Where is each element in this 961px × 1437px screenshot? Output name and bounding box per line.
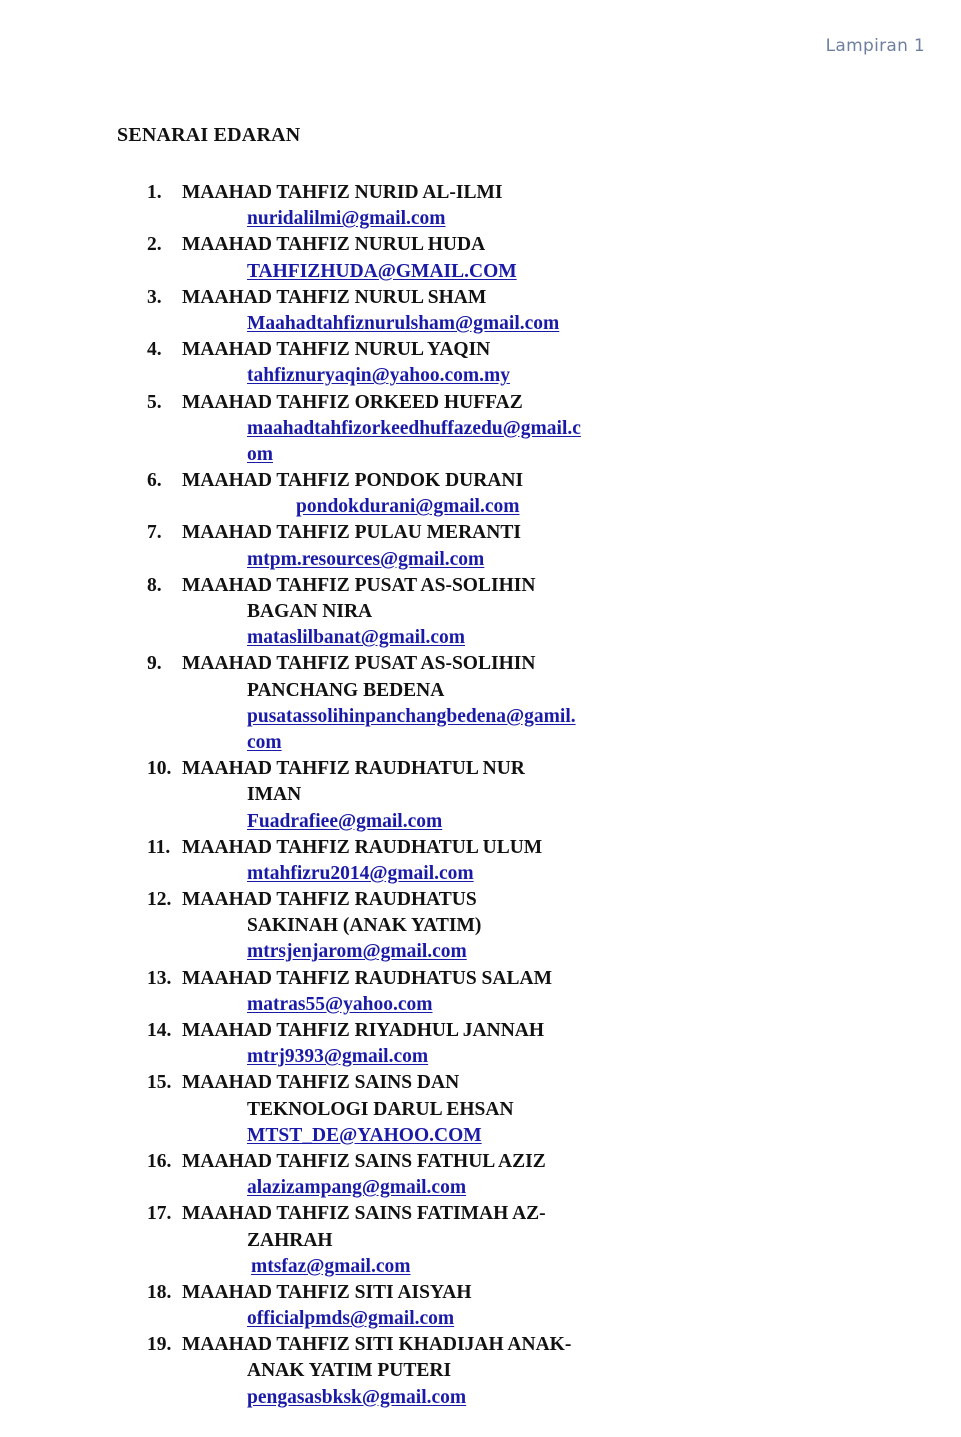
list-item-line (0, 1332, 961, 1358)
email-link[interactable]: TAHFIZHUDA@GMAIL.COM (247, 260, 517, 282)
list-item (0, 887, 961, 966)
institution-name: IMAN (247, 784, 302, 806)
institution-name: MAAHAD TAHFIZ RAUDHATUS (182, 889, 477, 911)
email-link[interactable]: nuridalilmi@gmail.com (247, 208, 446, 230)
list-item-line (0, 835, 961, 861)
item-number: 3. (147, 286, 162, 308)
email-line (0, 311, 961, 337)
attachment-label: Lampiran 1 (825, 36, 925, 56)
email-link[interactable]: mtahfizru2014@gmail.com (247, 862, 474, 884)
list-item-line (0, 1201, 961, 1227)
email-link[interactable]: matras55@yahoo.com (247, 993, 433, 1015)
institution-name: MAAHAD TAHFIZ NURUL SHAM (182, 286, 487, 308)
institution-name: MAAHAD TAHFIZ PUSAT AS-SOLIHIN (182, 653, 536, 675)
email-line (0, 442, 961, 468)
item-number: 19. (147, 1334, 172, 1356)
institution-name: ANAK YATIM PUTERI (247, 1360, 452, 1382)
item-number: 11. (147, 836, 171, 858)
email-line (0, 1254, 961, 1280)
institution-name: SAKINAH (ANAK YATIM) (247, 915, 482, 937)
institution-name: MAAHAD TAHFIZ NURUL YAQIN (182, 339, 491, 361)
email-link[interactable]: MTST_DE@YAHOO.COM (247, 1124, 482, 1146)
institution-name: MAAHAD TAHFIZ SITI KHADIJAH ANAK- (182, 1334, 572, 1356)
list-item (0, 1280, 961, 1332)
email-line (0, 992, 961, 1018)
list-item-line (0, 678, 961, 704)
list-item (0, 390, 961, 469)
list-item (0, 180, 961, 232)
item-number: 14. (147, 1020, 172, 1041)
email-line (0, 809, 961, 835)
institution-name: MAAHAD TAHFIZ RAUDHATUL NUR (182, 758, 525, 780)
item-number: 10. (147, 758, 172, 780)
list-item (0, 756, 961, 835)
list-item (0, 835, 961, 887)
email-link[interactable]: alazizampang@gmail.com (247, 1177, 467, 1199)
email-link[interactable]: com (247, 731, 282, 753)
email-link[interactable]: pengasasbksk@gmail.com (247, 1386, 467, 1408)
list-item-line (0, 1280, 961, 1306)
institution-name: MAAHAD TAHFIZ NURID AL-ILMI (182, 182, 503, 203)
email-line (0, 259, 961, 285)
email-link[interactable]: mtpm.resources@gmail.com (247, 548, 485, 570)
institution-name: MAAHAD TAHFIZ SITI AISYAH (182, 1281, 472, 1303)
email-line (0, 1123, 961, 1149)
email-line (0, 730, 961, 756)
list-item-line (0, 180, 961, 206)
list-item-line (0, 1358, 961, 1384)
item-number: 17. (147, 1203, 172, 1225)
item-number: 5. (147, 391, 162, 413)
email-link[interactable]: om (247, 443, 273, 465)
email-line (0, 206, 961, 232)
institution-name: PANCHANG BEDENA (247, 679, 445, 701)
document-title: SENARAI EDARAN (117, 124, 301, 146)
item-number: 15. (147, 1072, 172, 1094)
institution-name: MAAHAD TAHFIZ RIYADHUL JANNAH (182, 1020, 545, 1041)
email-line (0, 939, 961, 965)
email-link[interactable]: tahfiznuryaqin@yahoo.com.my (247, 365, 510, 387)
email-link[interactable]: mtrsjenjarom@gmail.com (247, 941, 467, 963)
list-item (0, 337, 961, 389)
institution-name: MAAHAD TAHFIZ SAINS FATIMAH AZ- (182, 1203, 546, 1225)
list-item-line (0, 573, 961, 599)
distribution-list (0, 180, 961, 1411)
institution-name: MAAHAD TAHFIZ PONDOK DURANI (182, 470, 524, 492)
email-link[interactable]: pusatassolihinpanchangbedena@gamil. (247, 705, 576, 727)
list-item-line (0, 782, 961, 808)
email-link[interactable]: officialpmds@gmail.com (247, 1308, 455, 1330)
email-line (0, 1175, 961, 1201)
item-number: 18. (147, 1281, 172, 1303)
item-number: 9. (147, 653, 162, 675)
list-item-line (0, 913, 961, 939)
list-item (0, 520, 961, 572)
list-item (0, 1018, 961, 1070)
item-number: 1. (147, 182, 162, 203)
list-item (0, 1149, 961, 1201)
email-line (0, 1306, 961, 1332)
list-item-line (0, 285, 961, 311)
item-number: 6. (147, 470, 162, 492)
list-item-line (0, 1097, 961, 1123)
institution-name: MAAHAD TAHFIZ PULAU MERANTI (182, 522, 521, 544)
list-item-line (0, 756, 961, 782)
email-link[interactable]: mtrj9393@gmail.com (247, 1046, 429, 1068)
email-line (0, 861, 961, 887)
list-item-line (0, 966, 961, 992)
email-link[interactable]: Fuadrafiee@gmail.com (247, 810, 443, 832)
list-item-line (0, 520, 961, 546)
list-item-line (0, 1149, 961, 1175)
email-link[interactable]: mtsfaz@gmail.com (251, 1255, 411, 1277)
list-item (0, 285, 961, 337)
item-number: 12. (147, 889, 172, 911)
list-item (0, 651, 961, 756)
item-number: 4. (147, 339, 162, 361)
institution-name: MAAHAD TAHFIZ SAINS DAN (182, 1072, 460, 1094)
list-item-line (0, 1228, 961, 1254)
list-item-line (0, 887, 961, 913)
list-item (0, 232, 961, 284)
email-line (0, 494, 961, 520)
institution-name: ZAHRAH (247, 1229, 333, 1251)
item-number: 16. (147, 1150, 172, 1172)
list-item (0, 1070, 961, 1149)
list-item-line (0, 468, 961, 494)
institution-name: MAAHAD TAHFIZ NURUL HUDA (182, 234, 486, 256)
list-item-line (0, 1070, 961, 1096)
email-line (0, 704, 961, 730)
list-item-line (0, 390, 961, 416)
institution-name: MAAHAD TAHFIZ SAINS FATHUL AZIZ (182, 1150, 546, 1172)
email-link[interactable]: mataslilbanat@gmail.com (247, 627, 466, 649)
institution-name: MAAHAD TAHFIZ RAUDHATUS SALAM (182, 967, 552, 989)
email-line (0, 363, 961, 389)
institution-name: MAAHAD TAHFIZ ORKEED HUFFAZ (182, 391, 523, 413)
institution-name: MAAHAD TAHFIZ PUSAT AS-SOLIHIN (182, 574, 536, 596)
list-item-line (0, 337, 961, 363)
email-line (0, 1385, 961, 1411)
list-item (0, 1332, 961, 1411)
email-line (0, 625, 961, 651)
email-line (0, 416, 961, 442)
list-item (0, 573, 961, 652)
list-item-line (0, 599, 961, 625)
institution-name: TEKNOLOGI DARUL EHSAN (247, 1098, 514, 1120)
email-line (0, 1044, 961, 1070)
email-line (0, 547, 961, 573)
list-item-line (0, 232, 961, 258)
item-number: 2. (147, 234, 162, 256)
list-item-line (0, 651, 961, 677)
item-number: 8. (147, 574, 162, 596)
list-item (0, 1201, 961, 1280)
item-number: 7. (147, 522, 162, 544)
email-link[interactable]: Maahadtahfiznurulsham@gmail.com (247, 312, 560, 334)
institution-name: BAGAN NIRA (247, 601, 373, 622)
email-link[interactable]: maahadtahfizorkeedhuffazedu@gmail.c (247, 417, 581, 439)
institution-name: MAAHAD TAHFIZ RAUDHATUL ULUM (182, 836, 543, 858)
list-item (0, 468, 961, 520)
list-item (0, 966, 961, 1018)
item-number: 13. (147, 967, 172, 989)
list-item-line (0, 1018, 961, 1044)
email-link[interactable]: pondokdurani@gmail.com (296, 496, 520, 518)
